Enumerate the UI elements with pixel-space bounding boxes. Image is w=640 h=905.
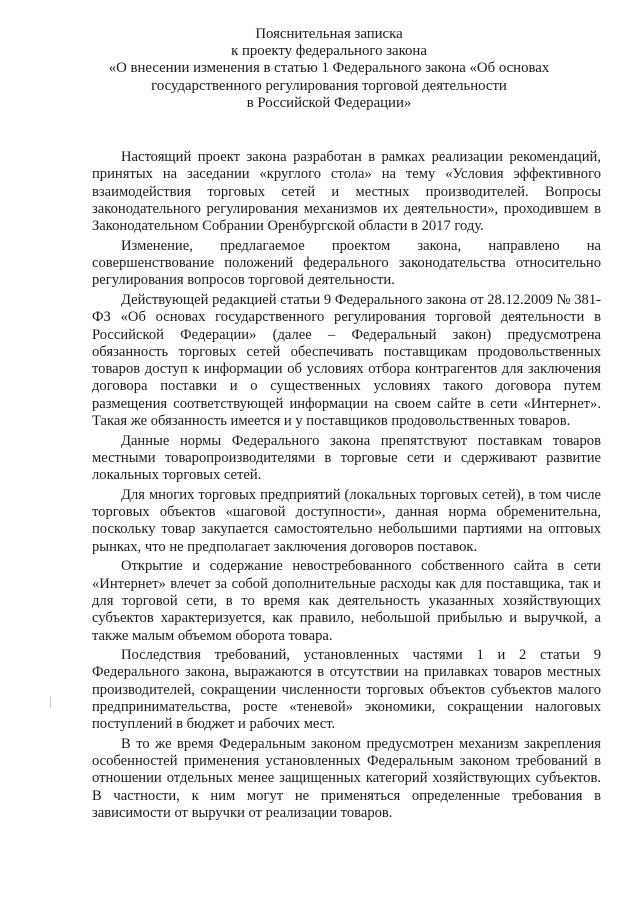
paragraph: Изменение, предлагаемое проектом закона, направлено на совершенствование положений федерального законодательства относительно регулирования вопросов торговой деятельности. [92, 237, 601, 289]
document-subtitle-line: в Российской Федерации» [246, 94, 412, 111]
document-header [100, 26, 558, 112]
paragraph: Действующей редакцией статьи 9 Федерального закона от 28.12.2009 № 381-ФЗ «Об основах государственного регулирования торговой деятельности в Российской Федерации» (далее – Федеральный закон) предусмотрена обязанность торговых сетей обеспечивать поставщикам продовольственных товаров доступ к информации об условиях отбора контрагентов для заключения договора поставки и о существенных условиях такого договора путем размещения соответствующей информации на своем сайте в сети «Интернет». Такая же обязанность имеется и у поставщиков продовольственных товаров. [92, 291, 601, 430]
document-title: Пояснительная записка [255, 26, 403, 42]
paragraph: Настоящий проект закона разработан в рамках реализации рекомендаций, принятых на заседании «круглого стола» на тему «Условия эффективного взаимодействия торговых сетей и местных производителей. Вопросы законодательного регулирования механизмов их деятельности», проходившем в Законодательном Собрании Оренбургской области в 2017 году. [92, 149, 601, 235]
document-subtitle-line: государственного регулирования торговой деятельности [151, 77, 507, 94]
paragraph: Для многих торговых предприятий (локальных торговых сетей), в том числе торговых объектов «шаговой доступности», данная норма обременительна, поскольку товар закупается самостоятельно небольшими партиями на оптовых рынках, что не предполагает заключения договоров поставок. [92, 486, 601, 555]
paragraph: Последствия требований, установленных частями 1 и 2 статьи 9 Федерального закона, выражаются в отсутствии на прилавках товаров местных производителей, сокращении численности торговых объектов субъектов малого предпринимательства, росте «теневой» экономики, сокращении налоговых поступлений в бюджет и рабочих мест. [92, 647, 601, 733]
document-body [92, 149, 601, 825]
paragraph: Данные нормы Федерального закона препятствуют поставкам товаров местными товаропроизводителями в торговые сети и сдерживают развитие локальных торговых сетей. [92, 432, 601, 484]
paragraph: Открытие и содержание невостребованного собственного сайта в сети «Интернет» влечет за собой дополнительные расходы как для поставщика, так и для торговой сети, в то время как деятельность указанных хозяйствующих субъектов характеризуется, как правило, небольшой прибылью и выручкой, а также малым объемом оборота товара. [92, 558, 601, 644]
document-subtitle-line: к проекту федерального закона [231, 43, 427, 60]
paragraph: В то же время Федеральным законом предусмотрен механизм закрепления особенностей применения установленных Федеральным законом требований в отношении отдельных менее защищенных категорий хозяйствующих субъектов. В частности, к ним могут не применяться определенные требования в зависимости от выручки от реализации товаров. [92, 735, 601, 822]
scan-artifact-mark [50, 696, 51, 708]
document-subtitle-line: «О внесении изменения в статью 1 Федерального закона «Об основах [108, 60, 550, 77]
